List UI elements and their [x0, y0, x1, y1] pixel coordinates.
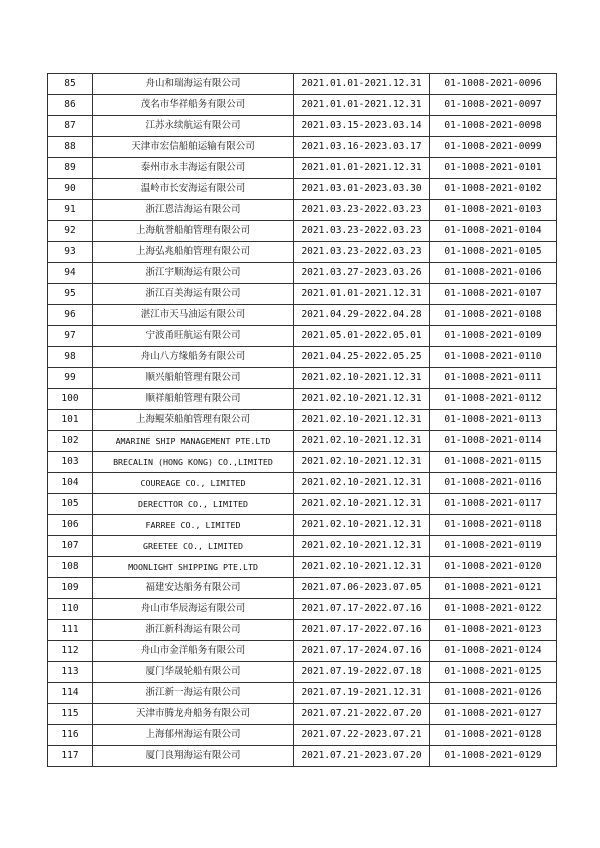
company-name: GREETEE CO., LIMITED [93, 536, 294, 557]
company-name: 茂名市华祥船务有限公司 [93, 95, 294, 116]
validity-period: 2021.02.10-2021.12.31 [294, 494, 430, 515]
validity-period: 2021.03.23-2022.03.23 [294, 200, 430, 221]
record-number: 107 [48, 536, 93, 557]
company-name: 浙江新科海运有限公司 [93, 620, 294, 641]
certificate-number: 01-1008-2021-0096 [430, 74, 557, 95]
certificate-number: 01-1008-2021-0114 [430, 431, 557, 452]
company-name: MOONLIGHT SHIPPING PTE.LTD [93, 557, 294, 578]
table-row [48, 683, 557, 704]
certificate-number: 01-1008-2021-0127 [430, 704, 557, 725]
table-row [48, 536, 557, 557]
validity-period: 2021.02.10-2021.12.31 [294, 410, 430, 431]
company-name: 宁波甬旺航运有限公司 [93, 326, 294, 347]
record-number: 105 [48, 494, 93, 515]
table-row [48, 305, 557, 326]
company-name: 天津市宏信船舶运输有限公司 [93, 137, 294, 158]
validity-period: 2021.03.16-2023.03.17 [294, 137, 430, 158]
company-name: 浙江百美海运有限公司 [93, 284, 294, 305]
table-row [48, 179, 557, 200]
certificate-number: 01-1008-2021-0097 [430, 95, 557, 116]
record-number: 113 [48, 662, 93, 683]
table-row [48, 557, 557, 578]
table-row [48, 116, 557, 137]
validity-period: 2021.02.10-2021.12.31 [294, 557, 430, 578]
record-number: 112 [48, 641, 93, 662]
company-name: FARREE CO., LIMITED [93, 515, 294, 536]
record-number: 87 [48, 116, 93, 137]
certificate-number: 01-1008-2021-0101 [430, 158, 557, 179]
validity-period: 2021.02.10-2021.12.31 [294, 389, 430, 410]
company-name: 天津市腾龙舟船务有限公司 [93, 704, 294, 725]
validity-period: 2021.04.29-2022.04.28 [294, 305, 430, 326]
company-name: BRECALIN (HONG KONG) CO.,LIMITED [93, 452, 294, 473]
company-name: 上海鲲荣船舶管理有限公司 [93, 410, 294, 431]
validity-period: 2021.03.15-2023.03.14 [294, 116, 430, 137]
certificate-number: 01-1008-2021-0119 [430, 536, 557, 557]
table-row [48, 347, 557, 368]
validity-period: 2021.07.06-2023.07.05 [294, 578, 430, 599]
company-name: AMARINE SHIP MANAGEMENT PTE.LTD [93, 431, 294, 452]
certificate-number: 01-1008-2021-0123 [430, 620, 557, 641]
certificate-number: 01-1008-2021-0106 [430, 263, 557, 284]
table-row [48, 725, 557, 746]
table-row [48, 704, 557, 725]
table-row [48, 641, 557, 662]
table-row [48, 95, 557, 116]
validity-period: 2021.03.23-2022.03.23 [294, 221, 430, 242]
record-number: 115 [48, 704, 93, 725]
record-number: 114 [48, 683, 93, 704]
record-number: 111 [48, 620, 93, 641]
record-number: 89 [48, 158, 93, 179]
company-name: 舟山市金洋船务有限公司 [93, 641, 294, 662]
certificate-number: 01-1008-2021-0108 [430, 305, 557, 326]
company-name: 顺祥船舶管理有限公司 [93, 389, 294, 410]
validity-period: 2021.07.19-2021.12.31 [294, 683, 430, 704]
record-number: 116 [48, 725, 93, 746]
company-name: COUREAGE CO., LIMITED [93, 473, 294, 494]
certificate-number: 01-1008-2021-0126 [430, 683, 557, 704]
record-number: 117 [48, 746, 93, 767]
company-name: 浙江新一海运有限公司 [93, 683, 294, 704]
validity-period: 2021.02.10-2021.12.31 [294, 473, 430, 494]
validity-period: 2021.02.10-2021.12.31 [294, 431, 430, 452]
certificate-number: 01-1008-2021-0115 [430, 452, 557, 473]
validity-period: 2021.03.01-2023.03.30 [294, 179, 430, 200]
table-row [48, 74, 557, 95]
table-row [48, 200, 557, 221]
certificate-number: 01-1008-2021-0112 [430, 389, 557, 410]
table-row [48, 452, 557, 473]
table-row [48, 473, 557, 494]
validity-period: 2021.07.22-2023.07.21 [294, 725, 430, 746]
table-row [48, 284, 557, 305]
record-number: 93 [48, 242, 93, 263]
certificate-number: 01-1008-2021-0118 [430, 515, 557, 536]
table-row [48, 599, 557, 620]
validity-period: 2021.01.01-2021.12.31 [294, 74, 430, 95]
validity-period: 2021.04.25-2022.05.25 [294, 347, 430, 368]
company-name: 浙江宇顺海运有限公司 [93, 263, 294, 284]
company-name: 上海弘兆船舶管理有限公司 [93, 242, 294, 263]
record-number: 86 [48, 95, 93, 116]
table-row [48, 515, 557, 536]
record-number: 100 [48, 389, 93, 410]
certificate-number: 01-1008-2021-0116 [430, 473, 557, 494]
record-number: 110 [48, 599, 93, 620]
company-name: 湛江市天马油运有限公司 [93, 305, 294, 326]
certificate-number: 01-1008-2021-0103 [430, 200, 557, 221]
certificate-number: 01-1008-2021-0129 [430, 746, 557, 767]
company-name: 江苏永续航运有限公司 [93, 116, 294, 137]
record-number: 109 [48, 578, 93, 599]
table-row [48, 221, 557, 242]
company-name: 顺兴船舶管理有限公司 [93, 368, 294, 389]
table-row [48, 494, 557, 515]
table-row [48, 662, 557, 683]
validity-period: 2021.02.10-2021.12.31 [294, 536, 430, 557]
validity-period: 2021.07.17-2022.07.16 [294, 620, 430, 641]
validity-period: 2021.07.21-2022.07.20 [294, 704, 430, 725]
certificate-number: 01-1008-2021-0111 [430, 368, 557, 389]
validity-period: 2021.02.10-2021.12.31 [294, 452, 430, 473]
record-number: 94 [48, 263, 93, 284]
table-row [48, 242, 557, 263]
validity-period: 2021.07.19-2022.07.18 [294, 662, 430, 683]
certificate-number: 01-1008-2021-0105 [430, 242, 557, 263]
table-row [48, 263, 557, 284]
validity-period: 2021.01.01-2021.12.31 [294, 158, 430, 179]
company-name: 厦门华晟轮船有限公司 [93, 662, 294, 683]
company-name: 舟山市华辰海运有限公司 [93, 599, 294, 620]
validity-period: 2021.02.10-2021.12.31 [294, 515, 430, 536]
table-row [48, 368, 557, 389]
record-number: 98 [48, 347, 93, 368]
certificate-number: 01-1008-2021-0110 [430, 347, 557, 368]
record-number: 90 [48, 179, 93, 200]
certificate-number: 01-1008-2021-0128 [430, 725, 557, 746]
record-number: 106 [48, 515, 93, 536]
certificate-number: 01-1008-2021-0099 [430, 137, 557, 158]
company-name: 温岭市长安海运有限公司 [93, 179, 294, 200]
record-number: 97 [48, 326, 93, 347]
record-number: 85 [48, 74, 93, 95]
company-name: 上海郁州海运有限公司 [93, 725, 294, 746]
record-number: 91 [48, 200, 93, 221]
record-number: 96 [48, 305, 93, 326]
company-name: 舟山八方缘船务有限公司 [93, 347, 294, 368]
record-number: 108 [48, 557, 93, 578]
record-number: 104 [48, 473, 93, 494]
company-name: DERECTTOR CO., LIMITED [93, 494, 294, 515]
table-row [48, 410, 557, 431]
certificate-number: 01-1008-2021-0113 [430, 410, 557, 431]
company-name: 浙江恩洁海运有限公司 [93, 200, 294, 221]
table-row [48, 746, 557, 767]
table-row [48, 578, 557, 599]
validity-period: 2021.03.23-2022.03.23 [294, 242, 430, 263]
certificate-number: 01-1008-2021-0102 [430, 179, 557, 200]
table-row [48, 389, 557, 410]
validity-period: 2021.07.21-2023.07.20 [294, 746, 430, 767]
certificate-number: 01-1008-2021-0104 [430, 221, 557, 242]
record-number: 102 [48, 431, 93, 452]
validity-period: 2021.01.01-2021.12.31 [294, 284, 430, 305]
certificate-number: 01-1008-2021-0098 [430, 116, 557, 137]
record-number: 92 [48, 221, 93, 242]
validity-period: 2021.07.17-2022.07.16 [294, 599, 430, 620]
table-row [48, 158, 557, 179]
records-table [47, 73, 557, 767]
validity-period: 2021.02.10-2021.12.31 [294, 368, 430, 389]
validity-period: 2021.07.17-2024.07.16 [294, 641, 430, 662]
table-row [48, 620, 557, 641]
company-name: 福建安达船务有限公司 [93, 578, 294, 599]
record-number: 103 [48, 452, 93, 473]
company-name: 厦门良翔海运有限公司 [93, 746, 294, 767]
validity-period: 2021.05.01-2022.05.01 [294, 326, 430, 347]
company-name: 舟山和瑞海运有限公司 [93, 74, 294, 95]
record-number: 99 [48, 368, 93, 389]
company-name: 泰州市永丰海运有限公司 [93, 158, 294, 179]
table-row [48, 431, 557, 452]
certificate-number: 01-1008-2021-0120 [430, 557, 557, 578]
company-name: 上海航誉船舶管理有限公司 [93, 221, 294, 242]
table-row [48, 326, 557, 347]
table-row [48, 137, 557, 158]
record-number: 95 [48, 284, 93, 305]
certificate-number: 01-1008-2021-0107 [430, 284, 557, 305]
records-table-body [48, 74, 557, 767]
record-number: 88 [48, 137, 93, 158]
validity-period: 2021.01.01-2021.12.31 [294, 95, 430, 116]
certificate-number: 01-1008-2021-0121 [430, 578, 557, 599]
record-number: 101 [48, 410, 93, 431]
certificate-number: 01-1008-2021-0125 [430, 662, 557, 683]
certificate-number: 01-1008-2021-0117 [430, 494, 557, 515]
certificate-number: 01-1008-2021-0124 [430, 641, 557, 662]
validity-period: 2021.03.27-2023.03.26 [294, 263, 430, 284]
certificate-number: 01-1008-2021-0109 [430, 326, 557, 347]
certificate-number: 01-1008-2021-0122 [430, 599, 557, 620]
